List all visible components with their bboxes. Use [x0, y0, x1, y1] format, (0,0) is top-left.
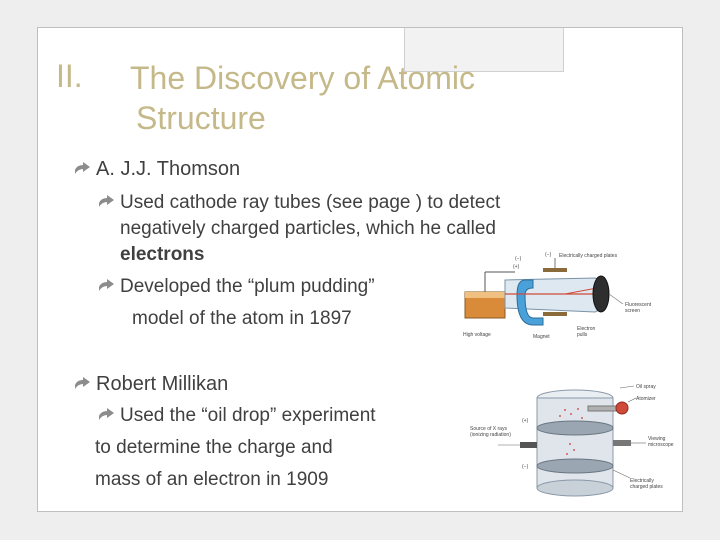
label-minus-2: (−) — [545, 252, 552, 258]
millikan-point-1-line-3: mass of an electron in 1909 — [95, 469, 329, 490]
label-pulls-2: pulls — [577, 332, 588, 338]
charged-plate-bottom — [543, 312, 567, 316]
label-plates: Electrically charged plates — [559, 253, 618, 259]
label-scope-2: microscope — [648, 442, 674, 448]
label-plus: (+) — [522, 418, 529, 424]
bullet-arrow-icon — [98, 279, 116, 293]
thomson-point-1-line-2: negatively charged particles, which he called — [120, 218, 496, 239]
label-pulls-1: Electron — [577, 326, 596, 332]
bullet-arrow-icon — [74, 162, 92, 176]
charged-plate-top — [543, 268, 567, 272]
label-scope-1: Viewing — [648, 436, 666, 442]
fluorescent-screen — [593, 276, 609, 312]
cathode-ray-tube-figure — [455, 250, 670, 345]
label-minus: (−) — [515, 256, 522, 262]
charged-plate-upper — [537, 421, 613, 435]
bullet-thomson-point-2 — [98, 275, 375, 299]
label-plates-2: charged plates — [630, 484, 663, 490]
millikan-heading: Robert Millikan — [96, 373, 229, 395]
bullet-arrow-icon — [98, 195, 116, 209]
bullet-arrow-icon — [98, 408, 116, 422]
label-voltage: High voltage — [463, 332, 491, 338]
bullet-thomson-point-1 — [98, 191, 500, 215]
label-screen-2: screen — [625, 308, 641, 314]
page-title — [130, 58, 590, 138]
viewing-microscope — [613, 440, 631, 446]
label-atomizer: Atomizer — [636, 396, 656, 402]
bullet-arrow-icon — [74, 377, 92, 391]
oil-drop-figure — [470, 378, 680, 498]
thomson-point-2-line-1: Developed the “plum pudding” — [120, 276, 375, 297]
thomson-heading: A. J.J. Thomson — [96, 158, 241, 180]
label-plates-1: Electrically — [630, 478, 654, 484]
title-line-1: The Discovery of Atomic — [130, 60, 475, 96]
bullet-millikan-heading — [74, 372, 228, 396]
label-screen-1: Fluorescent — [625, 302, 652, 308]
label-source-2: (ionizing radiation) — [470, 432, 511, 438]
label-minus: (−) — [522, 464, 529, 470]
thomson-point-1-bold: electrons — [120, 244, 205, 265]
label-spray: Oil spray — [636, 384, 656, 390]
millikan-point-1-line-1: Used the “oil drop” experiment — [120, 405, 376, 426]
title-number: II. — [56, 58, 83, 94]
label-source-1: Source of X rays — [470, 426, 507, 432]
charged-plate-lower — [537, 459, 613, 473]
thomson-point-1-line-1: Used cathode ray tubes (see page ) to detect — [120, 192, 501, 213]
label-magnet: Magnet — [533, 334, 550, 340]
title-line-2: Structure — [136, 100, 266, 136]
bullet-millikan-point-1 — [98, 404, 376, 428]
label-plus: (+) — [513, 264, 520, 270]
bullet-thomson-heading — [74, 157, 240, 181]
millikan-point-1-line-2: to determine the charge and — [95, 437, 333, 458]
atomizer — [616, 402, 628, 414]
thomson-point-2-line-2: model of the atom in 1897 — [132, 308, 352, 329]
